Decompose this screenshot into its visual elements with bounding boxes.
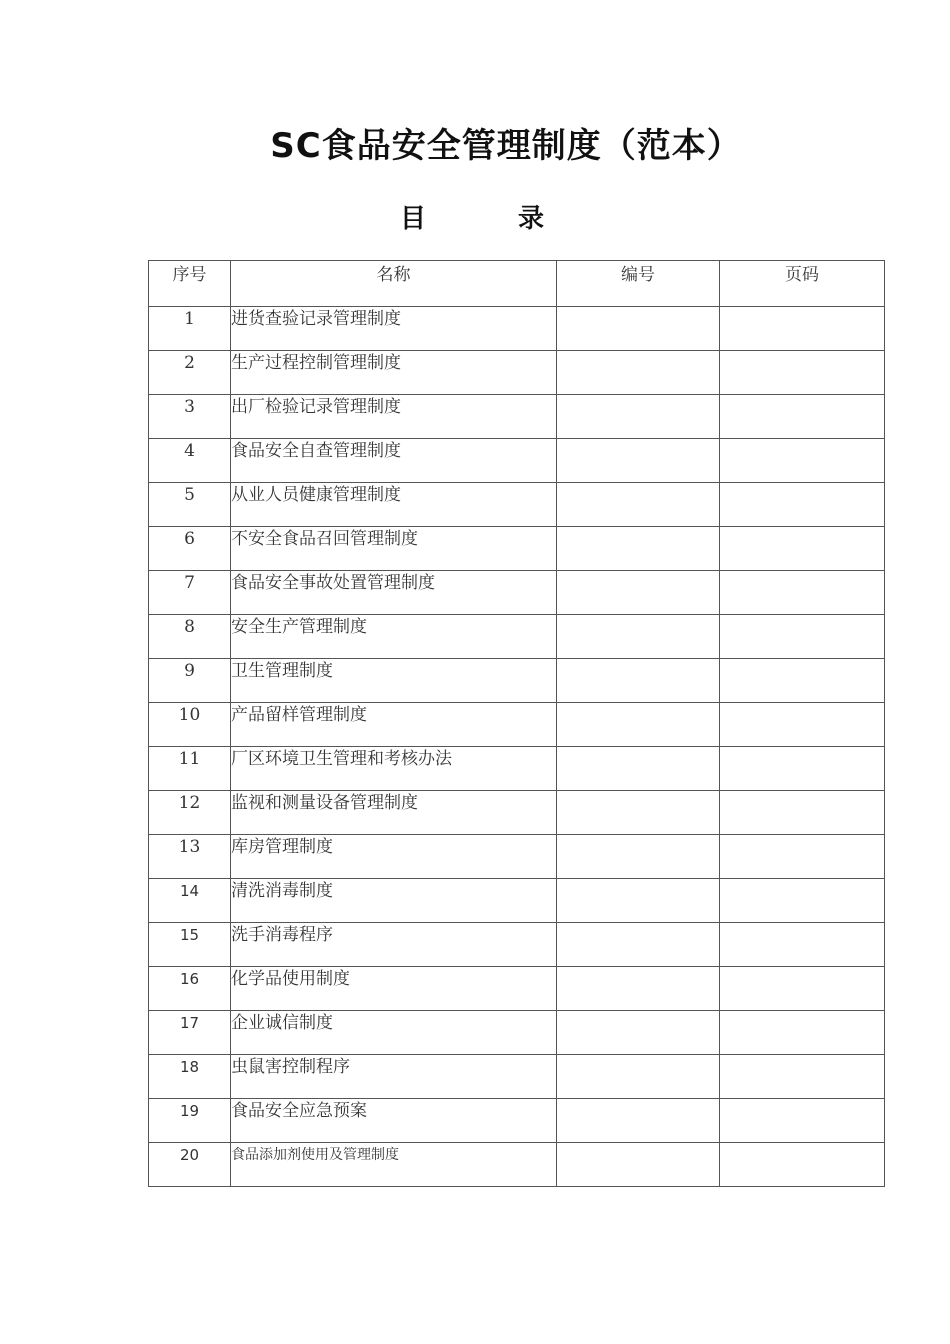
row-code: [557, 439, 720, 483]
table-row: [149, 483, 885, 527]
row-page: [720, 527, 885, 571]
row-page: [720, 791, 885, 835]
row-code: [557, 791, 720, 835]
row-name: 出厂检验记录管理制度: [231, 395, 557, 439]
row-name: 食品添加剂使用及管理制度: [231, 1143, 557, 1187]
row-code: [557, 527, 720, 571]
header-no: 序号: [149, 261, 231, 307]
row-page: [720, 923, 885, 967]
row-name: 清洗消毒制度: [231, 879, 557, 923]
row-number: 8: [149, 615, 231, 659]
row-code: [557, 351, 720, 395]
table-row: [149, 1055, 885, 1099]
row-page: [720, 615, 885, 659]
row-code: [557, 307, 720, 351]
toc-table: [148, 260, 885, 1187]
table-row: [149, 1011, 885, 1055]
row-code: [557, 923, 720, 967]
row-page: [720, 571, 885, 615]
row-number: 18: [149, 1055, 231, 1099]
header-page: 页码: [720, 261, 885, 307]
row-number: 12: [149, 791, 231, 835]
row-number: 9: [149, 659, 231, 703]
row-name: 企业诚信制度: [231, 1011, 557, 1055]
row-page: [720, 1099, 885, 1143]
row-number: 20: [149, 1143, 231, 1187]
row-page: [720, 1055, 885, 1099]
table-row: [149, 307, 885, 351]
row-name: 安全生产管理制度: [231, 615, 557, 659]
table-row: [149, 351, 885, 395]
row-name: 化学品使用制度: [231, 967, 557, 1011]
row-number: 14: [149, 879, 231, 923]
row-name: 产品留样管理制度: [231, 703, 557, 747]
row-name: 洗手消毒程序: [231, 923, 557, 967]
row-page: [720, 835, 885, 879]
row-name: 食品安全事故处置管理制度: [231, 571, 557, 615]
row-page: [720, 747, 885, 791]
table-row: [149, 571, 885, 615]
table-row: [149, 703, 885, 747]
row-page: [720, 483, 885, 527]
table-row: [149, 747, 885, 791]
document-title: SC食品安全管理制度（范本）: [270, 126, 742, 166]
row-name: 食品安全自查管理制度: [231, 439, 557, 483]
row-code: [557, 615, 720, 659]
table-row: [149, 439, 885, 483]
row-number: 2: [149, 351, 231, 395]
row-number: 17: [149, 1011, 231, 1055]
row-code: [557, 835, 720, 879]
table-header-row: [149, 261, 885, 307]
row-code: [557, 1011, 720, 1055]
row-number: 3: [149, 395, 231, 439]
row-number: 6: [149, 527, 231, 571]
row-code: [557, 703, 720, 747]
row-page: [720, 1143, 885, 1187]
row-number: 5: [149, 483, 231, 527]
row-page: [720, 1011, 885, 1055]
row-name: 生产过程控制管理制度: [231, 351, 557, 395]
row-number: 1: [149, 307, 231, 351]
row-code: [557, 1055, 720, 1099]
row-page: [720, 967, 885, 1011]
row-name: 不安全食品召回管理制度: [231, 527, 557, 571]
row-number: 11: [149, 747, 231, 791]
row-number: 15: [149, 923, 231, 967]
row-code: [557, 659, 720, 703]
row-page: [720, 659, 885, 703]
row-name: 厂区环境卫生管理和考核办法: [231, 747, 557, 791]
row-code: [557, 571, 720, 615]
table-row: [149, 967, 885, 1011]
row-code: [557, 747, 720, 791]
table-row: [149, 1099, 885, 1143]
row-page: [720, 703, 885, 747]
row-page: [720, 351, 885, 395]
row-page: [720, 395, 885, 439]
row-name: 进货查验记录管理制度: [231, 307, 557, 351]
row-code: [557, 395, 720, 439]
row-name: 监视和测量设备管理制度: [231, 791, 557, 835]
row-number: 7: [149, 571, 231, 615]
table-body: [149, 307, 885, 1187]
table-row: [149, 879, 885, 923]
row-number: 4: [149, 439, 231, 483]
table-row: [149, 835, 885, 879]
header-code: 编号: [557, 261, 720, 307]
table-row: [149, 395, 885, 439]
table-row: [149, 1143, 885, 1187]
row-name: 卫生管理制度: [231, 659, 557, 703]
row-code: [557, 1143, 720, 1187]
toc-heading: 目录: [399, 204, 636, 234]
row-number: 10: [149, 703, 231, 747]
row-name: 虫鼠害控制程序: [231, 1055, 557, 1099]
header-name: 名称: [231, 261, 557, 307]
row-code: [557, 879, 720, 923]
table-row: [149, 659, 885, 703]
row-page: [720, 307, 885, 351]
row-code: [557, 1099, 720, 1143]
row-number: 13: [149, 835, 231, 879]
row-name: 食品安全应急预案: [231, 1099, 557, 1143]
row-page: [720, 439, 885, 483]
row-code: [557, 967, 720, 1011]
table-row: [149, 923, 885, 967]
row-number: 16: [149, 967, 231, 1011]
row-name: 库房管理制度: [231, 835, 557, 879]
table-row: [149, 615, 885, 659]
row-page: [720, 879, 885, 923]
row-number: 19: [149, 1099, 231, 1143]
table-row: [149, 527, 885, 571]
row-code: [557, 483, 720, 527]
table-row: [149, 791, 885, 835]
row-name: 从业人员健康管理制度: [231, 483, 557, 527]
